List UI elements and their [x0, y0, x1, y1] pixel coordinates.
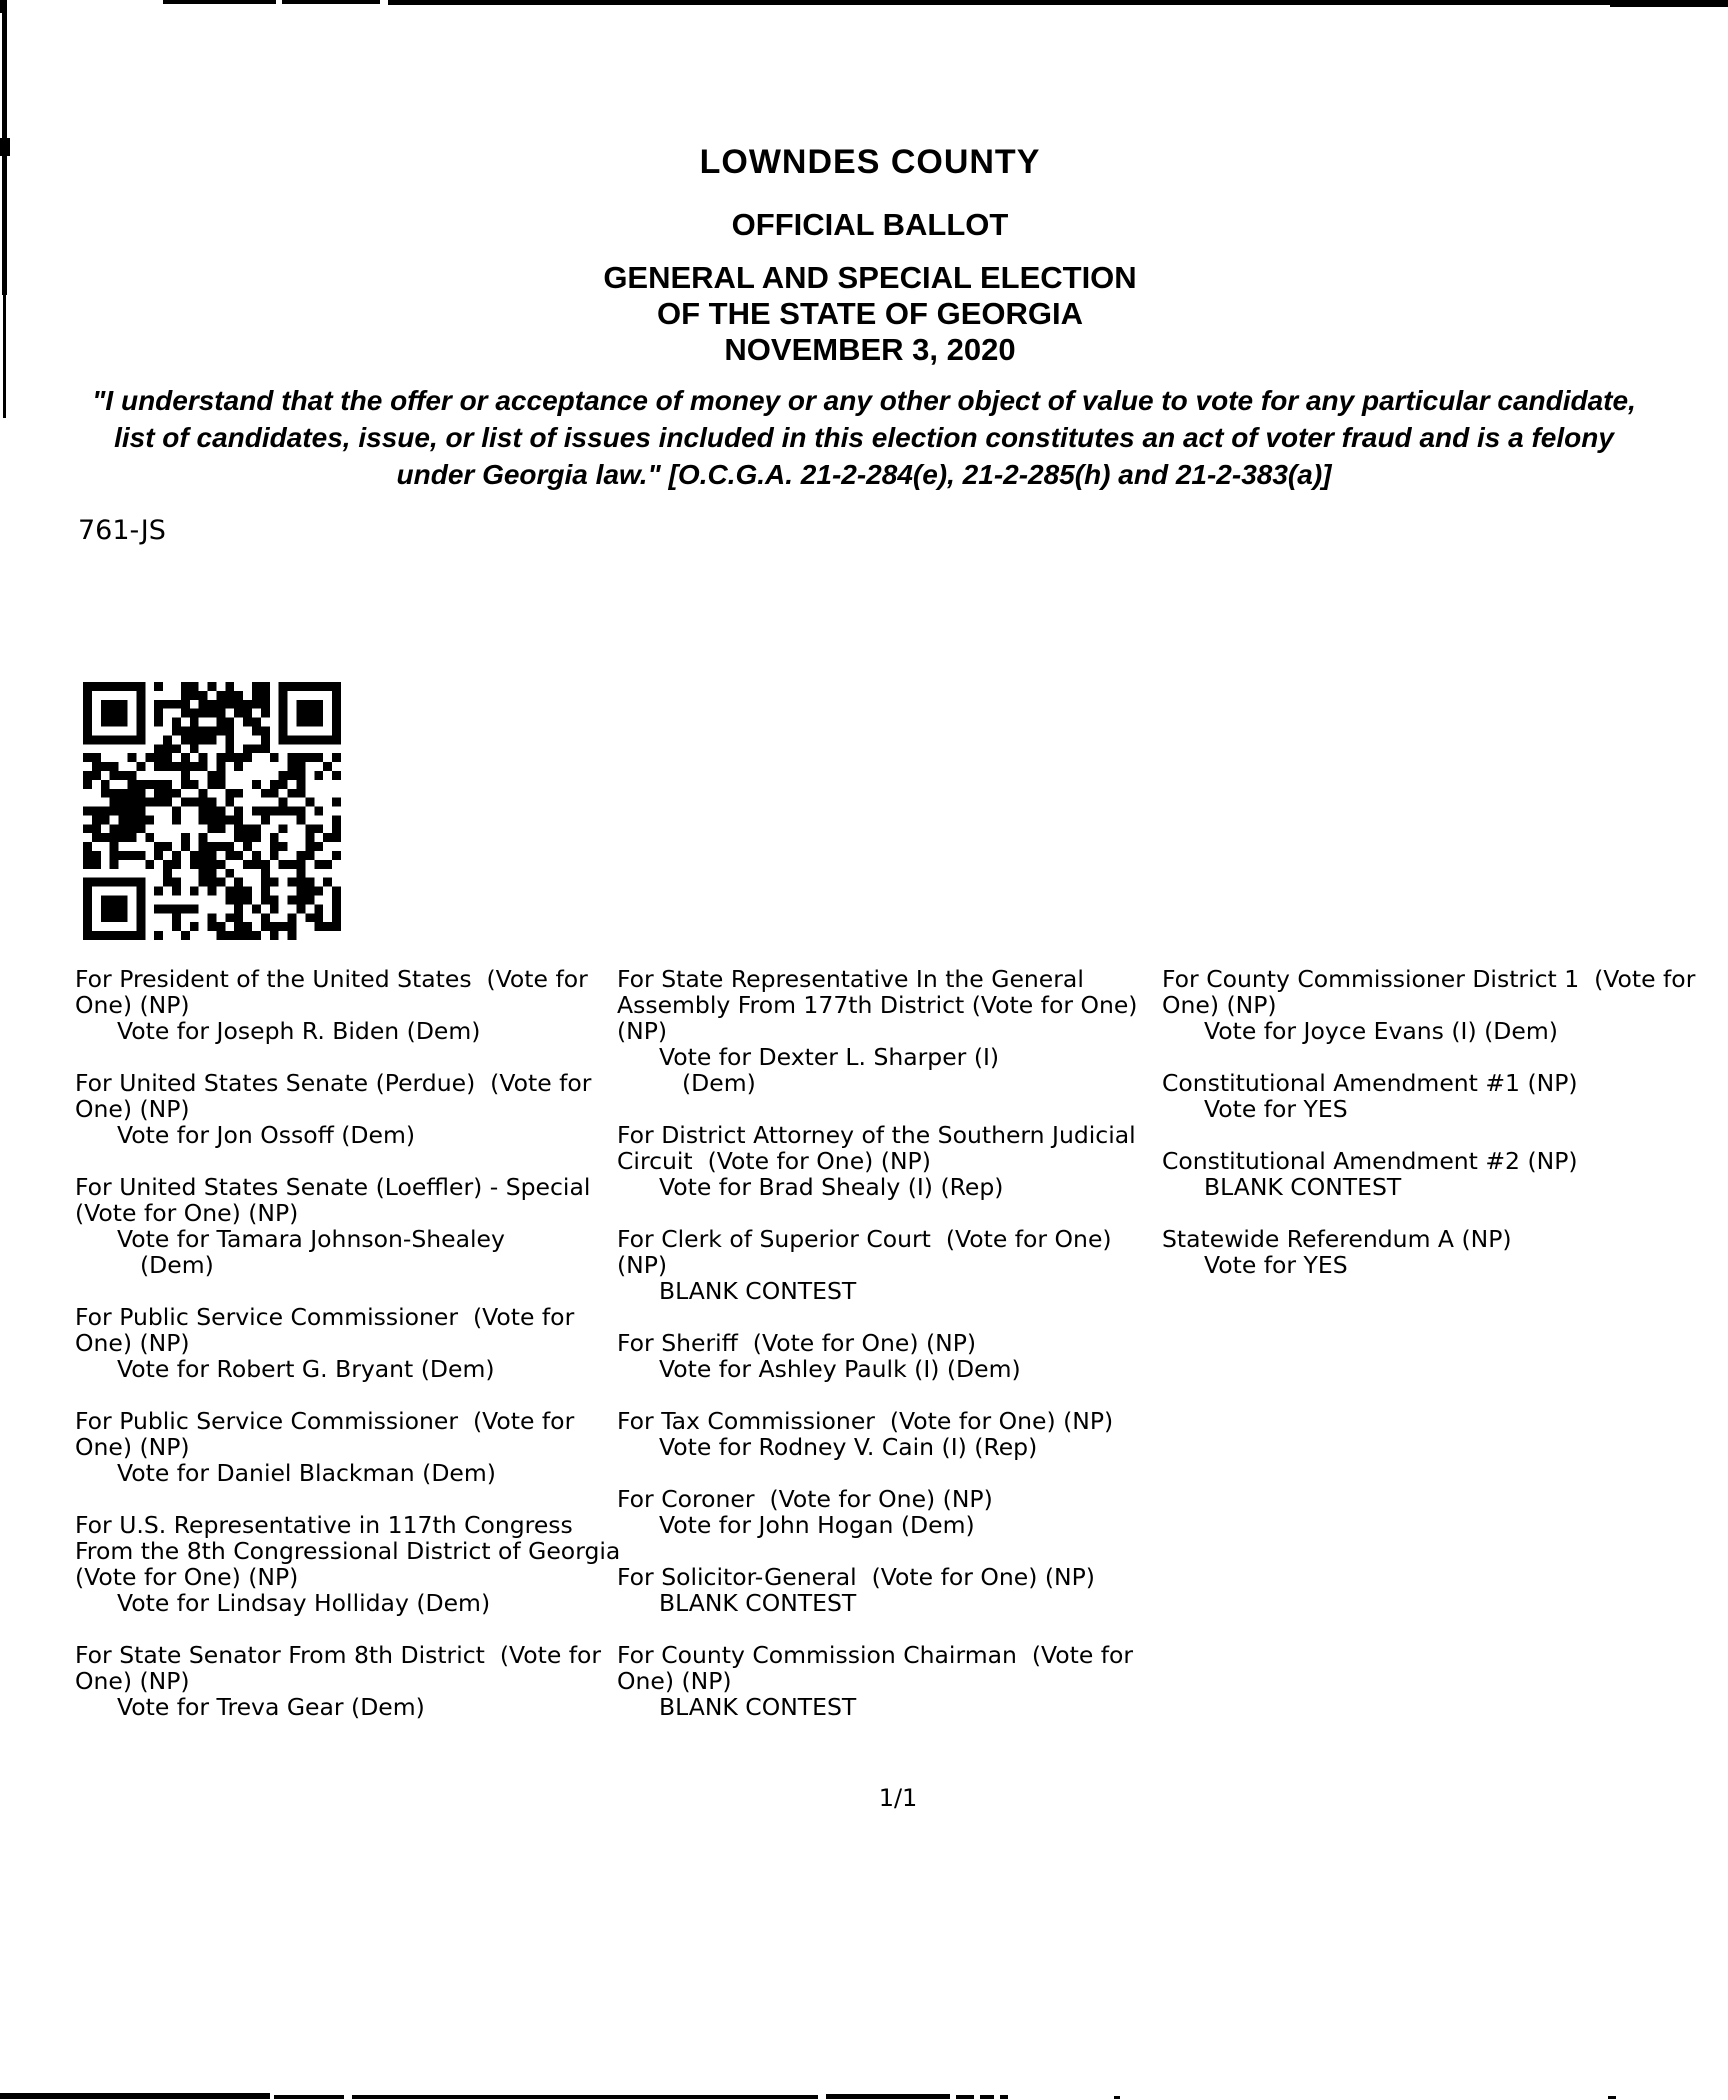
- contest-title: Statewide Referendum A (NP): [1162, 1225, 1512, 1253]
- contest-block: [75, 966, 627, 1044]
- contest-selection: Vote for Joseph R. Biden (Dem): [117, 1017, 481, 1045]
- contest-title: For Solicitor-General (Vote for One) (NP): [617, 1563, 1095, 1591]
- scan-edge-top-line: [388, 0, 1610, 5]
- scan-edge-top-line: [1610, 0, 1728, 7]
- voter-fraud-notice-line: under Georgia law." [O.C.G.A. 21-2-284(e), 21-2-285(h) and 21-2-383(a)]: [396, 459, 1332, 490]
- contest-block: [617, 1122, 1169, 1200]
- scan-edge-bottom-line: [274, 2095, 344, 2099]
- contest-selection: Vote for Daniel Blackman (Dem): [117, 1459, 496, 1487]
- contest-block: [617, 1564, 1169, 1616]
- ballot-column-2: [617, 966, 1169, 1746]
- scan-edge-bottom-line: [352, 2095, 818, 2099]
- contest-title: For United States Senate (Loeffler) - Special (Vote for One) (NP): [75, 1173, 606, 1227]
- contest-title: For Public Service Commissioner (Vote for One) (NP): [75, 1407, 582, 1461]
- scan-edge-bottom-dash: [980, 2095, 994, 2099]
- contest-block: [617, 966, 1169, 1096]
- contest-title: Constitutional Amendment #2 (NP): [1162, 1147, 1578, 1175]
- contest-selection: Vote for Lindsay Holliday (Dem): [117, 1589, 491, 1617]
- page-number: 1/1: [878, 1784, 918, 1812]
- contest-selection: Vote for Treva Gear (Dem): [117, 1693, 425, 1721]
- contest-title: For County Commission Chairman (Vote for One) (NP): [617, 1641, 1141, 1695]
- ballot-qr-code: [76, 682, 348, 940]
- contest-block: [617, 1330, 1169, 1382]
- contest-selection: Vote for Brad Shealy (I) (Rep): [659, 1173, 1004, 1201]
- contest-title: For President of the United States (Vote for One) (NP): [75, 965, 596, 1019]
- contest-block: [75, 1512, 627, 1616]
- contest-selection: BLANK CONTEST: [659, 1277, 857, 1305]
- ballot-style-code: 761-JS: [78, 515, 166, 546]
- contest-selection: Vote for John Hogan (Dem): [659, 1511, 975, 1539]
- election-name-line1: GENERAL AND SPECIAL ELECTION: [603, 260, 1137, 295]
- voter-fraud-notice-line: "I understand that the offer or acceptance of money or any other object of value to vote for any particular candidate,: [92, 385, 1636, 416]
- contest-selection: (Dem): [682, 1069, 756, 1097]
- contest-block: [75, 1304, 627, 1382]
- contest-block: [75, 1174, 627, 1278]
- contest-selection: Vote for YES: [1204, 1095, 1348, 1123]
- contest-selection: BLANK CONTEST: [659, 1693, 857, 1721]
- contest-title: For United States Senate (Perdue) (Vote for One) (NP): [75, 1069, 599, 1123]
- scan-edge-left-line: [3, 295, 6, 418]
- contest-title: For Clerk of Superior Court (Vote for One) (NP): [617, 1225, 1120, 1279]
- contest-selection: (Dem): [140, 1251, 214, 1279]
- contest-block: [1162, 1070, 1728, 1122]
- contest-title: For District Attorney of the Southern Judicial Circuit (Vote for One) (NP): [617, 1121, 1144, 1175]
- scan-edge-bottom-dot: [1608, 2096, 1616, 2099]
- scan-edge-top-line: [282, 0, 380, 4]
- contest-title: Constitutional Amendment #1 (NP): [1162, 1069, 1578, 1097]
- contest-block: [617, 1226, 1169, 1304]
- scan-edge-bottom-line: [0, 2093, 270, 2099]
- contest-selection: BLANK CONTEST: [659, 1589, 857, 1617]
- contest-block: [617, 1642, 1169, 1720]
- contest-selection: Vote for YES: [1204, 1251, 1348, 1279]
- contest-selection: BLANK CONTEST: [1204, 1173, 1402, 1201]
- contest-title: For State Representative In the General Assembly From 177th District (Vote for One) (NP): [617, 965, 1145, 1045]
- contest-block: [1162, 1226, 1728, 1278]
- contest-selection: Vote for Jon Ossoff (Dem): [117, 1121, 416, 1149]
- contest-title: For State Senator From 8th District (Vote for One) (NP): [75, 1641, 609, 1695]
- scan-edge-bottom-dash: [1000, 2095, 1008, 2099]
- contest-selection: Vote for Tamara Johnson-Shealey: [117, 1225, 505, 1253]
- contest-selection: Vote for Joyce Evans (I) (Dem): [1204, 1017, 1558, 1045]
- voter-fraud-notice-line: list of candidates, issue, or list of issues included in this election constitutes an act of voter fraud and is a felony: [114, 422, 1614, 453]
- scan-edge-top-line: [163, 0, 276, 4]
- election-date: NOVEMBER 3, 2020: [724, 332, 1016, 367]
- contest-title: For County Commissioner District 1 (Vote for One) (NP): [1162, 965, 1703, 1019]
- contest-block: [617, 1408, 1169, 1460]
- scan-edge-bottom-dot: [1114, 2096, 1120, 2099]
- contest-block: [75, 1408, 627, 1486]
- contest-selection: Vote for Robert G. Bryant (Dem): [117, 1355, 495, 1383]
- contest-title: For U.S. Representative in 117th Congress From the 8th Congressional District of Georgia (Vote for One) (NP): [75, 1511, 628, 1591]
- contest-block: [1162, 1148, 1728, 1200]
- official-ballot-title: OFFICIAL BALLOT: [731, 207, 1009, 242]
- contest-selection: Vote for Rodney V. Cain (I) (Rep): [659, 1433, 1038, 1461]
- ballot-column-3: [1162, 966, 1728, 1304]
- contest-title: For Sheriff (Vote for One) (NP): [617, 1329, 977, 1357]
- contest-title: For Tax Commissioner (Vote for One) (NP): [617, 1407, 1114, 1435]
- contest-selection: Vote for Dexter L. Sharper (I): [659, 1043, 1000, 1071]
- county-title: LOWNDES COUNTY: [699, 143, 1041, 181]
- contest-block: [1162, 966, 1728, 1044]
- scan-edge-left-blob: [0, 138, 10, 156]
- contest-block: [75, 1642, 627, 1720]
- contest-block: [617, 1486, 1169, 1538]
- ballot-header: [40, 142, 1700, 368]
- contest-title: For Coroner (Vote for One) (NP): [617, 1485, 993, 1513]
- contest-title: For Public Service Commissioner (Vote for One) (NP): [75, 1303, 582, 1357]
- ballot-column-1: [75, 966, 627, 1746]
- qr-code-icon: [76, 682, 348, 940]
- scan-edge-bottom-line: [826, 2094, 950, 2099]
- voter-fraud-notice: [64, 382, 1664, 493]
- contest-selection: Vote for Ashley Paulk (I) (Dem): [659, 1355, 1021, 1383]
- election-name-line2: OF THE STATE OF GEORGIA: [657, 296, 1083, 331]
- scan-edge-bottom-dash: [956, 2095, 974, 2099]
- contest-block: [75, 1070, 627, 1148]
